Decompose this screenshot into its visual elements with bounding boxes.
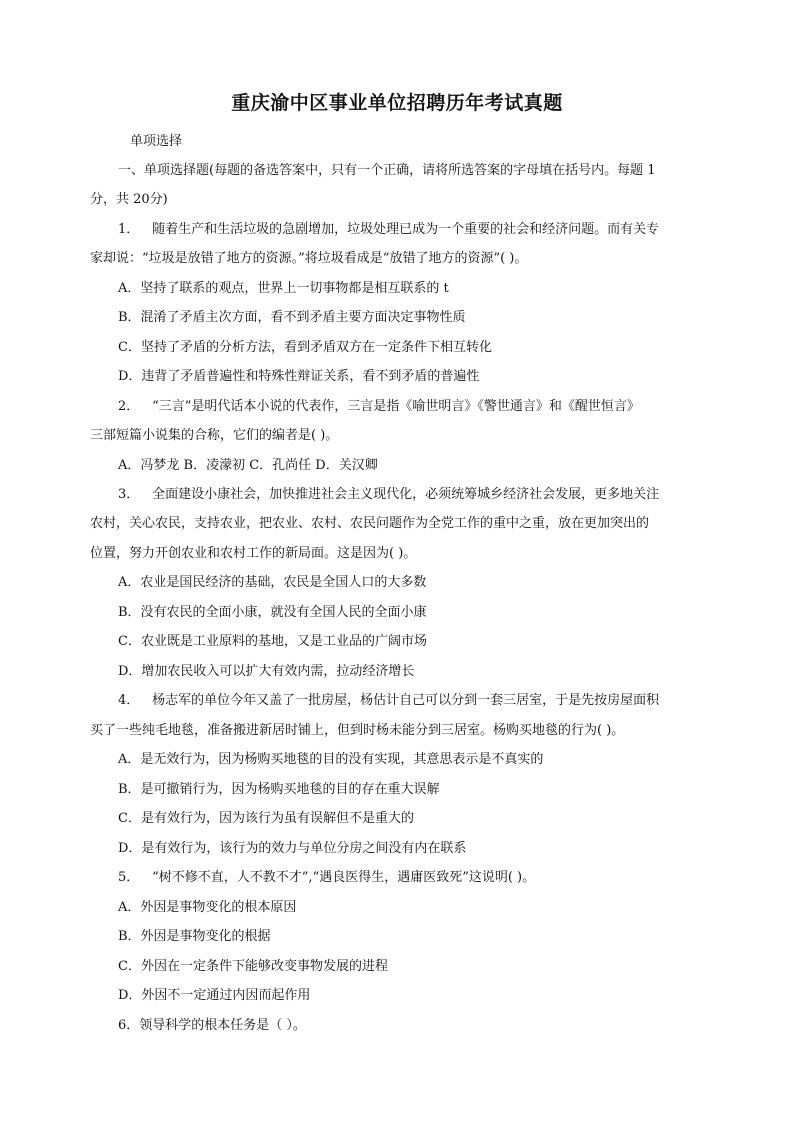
question-4-option-a: A．是无效行为，因为杨购买地毯的目的没有实现，其意思表示是不真实的 bbox=[118, 752, 544, 767]
question-number: 4． bbox=[118, 693, 140, 708]
question-3-option-d: D．增加农民收入可以扩大有效内需，拉动经济增长 bbox=[118, 664, 415, 679]
question-1-stem-line-1 bbox=[118, 221, 659, 239]
question-5-option-b: B．外因是事物变化的根据 bbox=[118, 929, 271, 944]
question-1-option-b: B．混淆了矛盾主次方面，看不到矛盾主要方面决定事物性质 bbox=[118, 310, 466, 325]
question-text: 领导科学的根本任务是（ ）。 bbox=[139, 1018, 306, 1033]
question-5-stem-line-1 bbox=[118, 869, 535, 887]
question-4-option-c: C．是有效行为，因为该行为虽有误解但不是重大的 bbox=[118, 811, 414, 826]
question-5-option-c: C．外因在一定条件下能够改变事物发展的进程 bbox=[118, 959, 388, 974]
question-3-stem-line-3: 位置，努力开创农业和农村工作的新局面。这是因为( )。 bbox=[90, 546, 417, 561]
question-1-option-c: C．坚持了矛盾的分析方法，看到矛盾双方在一定条件下相互转化 bbox=[118, 340, 492, 355]
question-5-option-a: A．外因是事物变化的根本原因 bbox=[118, 900, 297, 915]
question-1-stem-line-2: 家却说：“垃圾是放错了地方的资源。”将垃圾看成是“放错了地方的资源”( )。 bbox=[90, 251, 528, 266]
question-number: 2． bbox=[118, 399, 140, 414]
question-5-option-d: D．外因不一定通过内因而起作用 bbox=[118, 988, 311, 1003]
section-heading: 单项选择 bbox=[130, 134, 183, 149]
question-3-option-b: B．没有农民的全面小康，就没有全国人民的全面小康 bbox=[118, 605, 427, 620]
question-2-stem-line-1 bbox=[118, 398, 640, 416]
question-4-option-d: D．是有效行为，该行为的效力与单位分房之间没有内在联系 bbox=[118, 841, 467, 856]
question-text: “树不修不直，人不教不才”,“遇良医得生，遇庸医致死”这说明( )。 bbox=[152, 870, 536, 885]
question-1-option-d: D．违背了矛盾普遍性和特殊性辩证关系，看不到矛盾的普遍性 bbox=[118, 369, 480, 384]
question-2-stem-line-2: 三部短篇小说集的合称，它们的编者是( )。 bbox=[90, 428, 339, 443]
question-number: 5． bbox=[118, 870, 140, 885]
question-6-stem-line-1 bbox=[118, 1017, 306, 1035]
question-number: 1． bbox=[118, 222, 140, 237]
question-3-option-c: C．农业既是工业原料的基地，又是工业品的广阔市场 bbox=[118, 634, 427, 649]
question-text: 随着生产和生活垃圾的急剧增加，垃圾处理已成为一个重要的社会和经济问题。而有关专 bbox=[152, 222, 660, 237]
question-3-stem-line-2: 农村，关心农民，支持农业，把农业、农村、农民问题作为全党工作的重中之重，放在更加突出的 bbox=[90, 516, 650, 531]
question-2-options: A．冯梦龙 B．凌濛初 C．孔尚任 D．关汉卿 bbox=[118, 458, 378, 473]
instructions-line-2: 分，共 20分) bbox=[90, 192, 168, 207]
question-text: 全面建设小康社会，加快推进社会主义现代化，必须统筹城乡经济社会发展，更多地关注 bbox=[152, 487, 660, 502]
question-4-option-b: B．是可撤销行为，因为杨购买地毯的目的存在重大误解 bbox=[118, 782, 440, 797]
question-text: “三言”是明代话本小说的代表作，三言是指《喻世明言》《警世通言》和《醒世恒言》 bbox=[152, 399, 640, 414]
question-3-option-a: A．农业是国民经济的基础，农民是全国人口的大多数 bbox=[118, 575, 427, 590]
question-number: 3． bbox=[118, 487, 140, 502]
question-number: 6． bbox=[118, 1018, 140, 1033]
question-4-stem-line-1 bbox=[118, 692, 659, 710]
question-3-stem-line-1 bbox=[118, 486, 659, 504]
question-text: 杨志军的单位今年又盖了一批房屋，杨估计自己可以分到一套三居室，于是先按房屋面积 bbox=[152, 693, 660, 708]
question-1-option-a: A．坚持了联系的观点，世界上一切事物都是相互联系的 t bbox=[118, 281, 449, 296]
question-4-stem-line-2: 买了一些纯毛地毯，准备搬进新居时铺上，但到时杨未能分到三居室。杨购买地毯的行为( )。 bbox=[90, 723, 625, 738]
page-title: 重庆渝中区事业单位招聘历年考试真题 bbox=[231, 92, 563, 114]
instructions-line-1: 一、单项选择题(每题的备选答案中，只有一个正确，请将所选答案的字母填在括号内。每题 1 bbox=[118, 163, 656, 178]
